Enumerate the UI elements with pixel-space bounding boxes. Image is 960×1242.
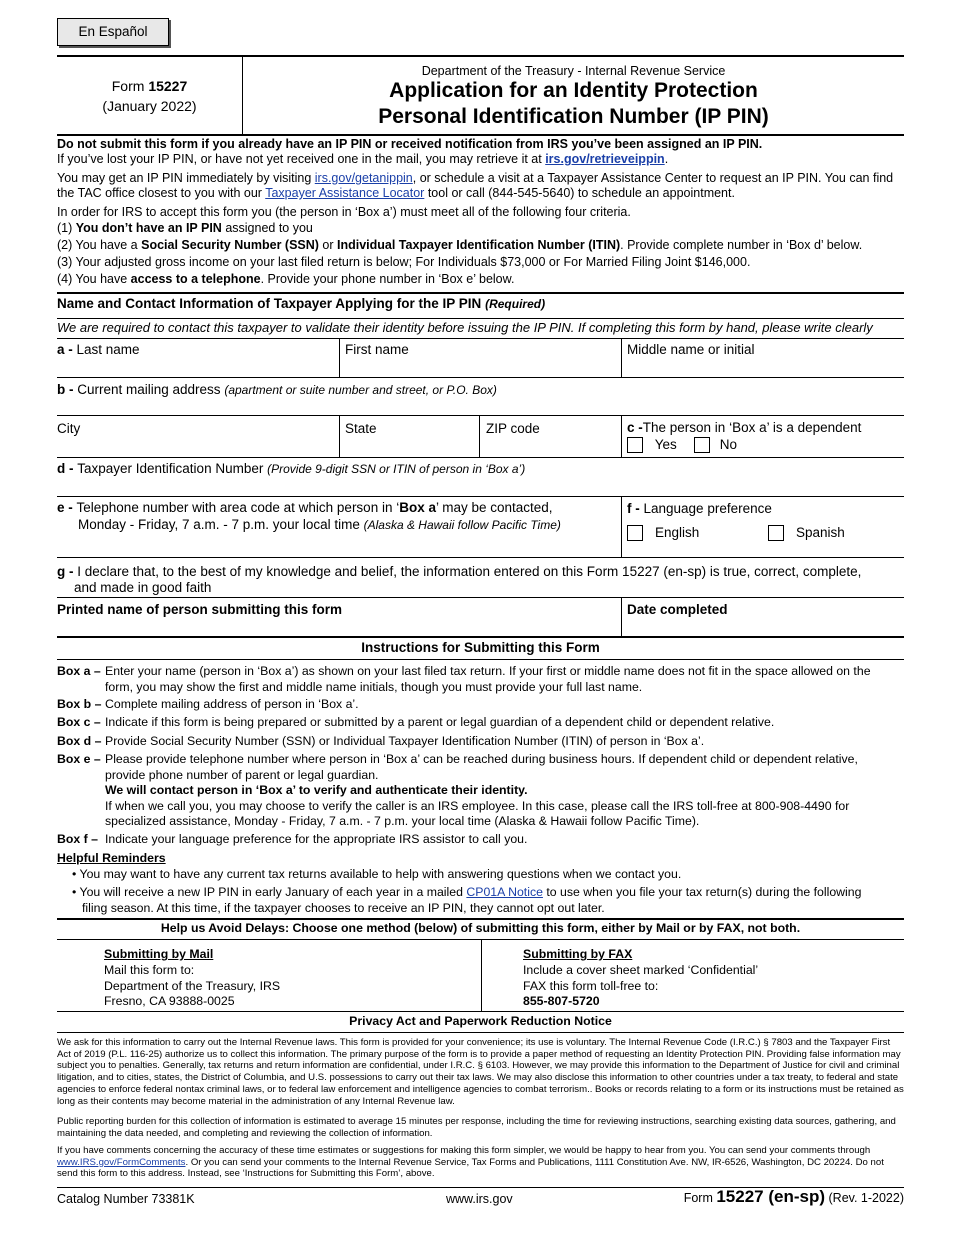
dependent-yes-option[interactable] [627,437,677,453]
box-e-key: e - [57,500,77,515]
instr-box-e-key: Box e – [57,752,101,766]
instr-box-c-key: Box c – [57,715,101,729]
catalog-number: Catalog Number 73381K [57,1192,195,1206]
criterion-2 [57,238,862,252]
c1-post: assigned to you [221,221,313,235]
privacy-paragraph-2: Public reporting burden for this collection of information is estimated to average 15 minutes per response, including the time for reviewing instructions, searching existing data sources, gathering, and maintaining the data needed, and completing and reviewing the collection of information. [57,1116,896,1139]
box-b-key: b - [57,382,78,397]
instr-box-f [57,832,527,848]
instr-box-a-key: Box a – [57,664,101,678]
get-ippin-link[interactable]: irs.gov/getanippin [314,171,413,185]
instr-box-e-2: provide phone number of parent or legal guardian. [105,767,379,782]
form-number-block [57,78,242,94]
retrieve-ippin-link[interactable]: irs.gov/retrieveippin [545,152,665,166]
fax-title: Submitting by FAX [523,947,633,961]
c4-post: . Provide your phone number in ‘Box e’ below. [260,272,515,286]
middle-name-field[interactable]: Middle name or initial [627,342,755,357]
helpful-reminders-title: Helpful Reminders [57,851,166,865]
intro-get-text: You may get an IP PIN immediately by visiting [57,171,315,185]
box-e-post: ’ may be contacted, [435,500,553,515]
mail-line-3: Fresno, CA 93888-0025 [104,994,235,1008]
criterion-1 [57,221,313,235]
footer-revision: (Rev. 1-2022) [828,1191,904,1205]
intro-warning: Do not submit this form if you already have an IP PIN or received notification from IRS you’ve been assigned an IP PIN. [57,137,763,151]
footer-form-word: Form [683,1191,713,1205]
mail-line-1: Mail this form to: [104,963,195,977]
c2-post: . Provide complete number in ‘Box d’ below. [620,238,863,252]
instr-box-e [57,752,904,830]
box-e-line2: Monday - Friday, 7 a.m. - 7 p.m. your local time [78,517,360,532]
footer-form-number: 15227 (en-sp) [716,1187,826,1206]
instr-box-e-4: If when we call you, you may choose to verify the caller is an IRS employee. In this case, please call the IRS toll-free at 800-908-4490 for [105,798,850,813]
form-word: Form [111,78,145,94]
instr-box-a [57,664,904,695]
dependent-no-option[interactable] [694,437,737,453]
intro-lost-pin [57,152,668,166]
box-g-line2: and made in good faith [74,580,212,595]
c2-bold2: Individual Taxpayer Identification Number (ITIN) [337,238,621,252]
instr-box-a-1: Enter your name (person in ‘Box a’) as shown on your last filed tax return. If your first or middle name does not fit in the space allowed on the [105,664,871,678]
spanish-option[interactable] [768,525,845,541]
box-f-key: f - [627,501,644,516]
city-field[interactable]: City [57,421,81,436]
c2-pre: (2) You have a [57,238,142,252]
no-label: No [719,437,738,452]
mail-title: Submitting by Mail [104,947,214,961]
intro-tac-text: the TAC office closest to you with our [57,186,266,200]
box-e-bold: Box a [399,500,436,515]
intro-get-post: , or schedule a visit at a Taxpayer Assistance Center to request an IP PIN. You can find [412,171,894,185]
agency-name: Department of the Treasury - Internal Revenue Service [421,64,726,78]
privacy-paragraph-3 [57,1145,904,1180]
box-d-tin[interactable] [57,461,525,476]
box-c-key: c - [627,420,643,435]
privacy-p3-post: . Or you can send your comments to the Internal Revenue Service, Tax Forms and Publications, 1111 Constitution Ave. NW, IR-6526, Washington, DC 20224. Do not send this form to this address. Instead, see ‘Instructions for Submitting this Form’, above. [57,1156,884,1180]
cp01a-notice-link[interactable]: CP01A Notice [466,885,543,899]
c4-pre: (4) You have [57,272,131,286]
box-d-key: d - [57,461,78,476]
first-name-field[interactable]: First name [345,342,409,357]
fax-line-1: Include a cover sheet marked ‘Confidential’ [523,963,759,977]
english-label: English [655,525,700,540]
reminder-2-line2: filing season. At this time, if the taxpayer chooses to receive an IP PIN, they cannot opt out later. [82,900,605,915]
form-title-line1: Application for an Identity Protection [389,79,758,102]
no-checkbox[interactable] [694,437,710,453]
section-note: We are required to contact this taxpayer to validate their identity before issuing the IP PIN. If completing this form by hand, please write clearly [57,320,873,335]
box-f-label: Language preference [643,501,772,516]
box-g-key: g - [57,564,78,579]
intro-tac [57,186,735,200]
fax-number: 855-807-5720 [523,994,600,1008]
yes-label: Yes [654,437,677,452]
section-title-text: Name and Contact Information of Taxpayer Applying for the IP PIN [57,296,482,311]
instr-box-e-3: We will contact person in ‘Box a’ to verify and authenticate their identity. [105,783,528,797]
zip-field[interactable]: ZIP code [486,421,540,436]
instructions-title: Instructions for Submitting this Form [361,640,600,655]
privacy-paragraph-1: We ask for this information to carry out the Internal Revenue laws. This form is provided for your convenience; its use is voluntary. The Internal Revenue Code (I.R.C.) § 7803 and the Taxpayer First Act of 2019 (P.L. 116-25) authorize us to collect this information. The primary purpose of the form is to provide a paper method of requesting an Identity Protection PIN. Providing false information may subject you to penalties. Generally, tax returns and return information are confidential, under I.R.C. § 6103. However, we may provide this information to the Department of Justice for civil and criminal litigation, and to cities, states, the District of Columbia, and U.S. possessions to carry out their tax laws. We may also disclose this information to other countries under a tax treaty, to federal and state agencies to enforce federal nontax criminal laws, or to federal law enforcement and intelligence agencies to combat terrorism.. Books or records relating to a form or its instructions must be retained as long as their contents may become material in the administration of any Internal Revenue law. [57,1037,904,1107]
box-b-label: Current mailing address [77,382,221,397]
state-field[interactable]: State [345,421,377,436]
section-title [57,296,545,311]
instr-box-b-key: Box b – [57,697,102,711]
privacy-p3-pre: If you have comments concerning the accuracy of these time estimates or suggestions for making this form simpler, we would be happy to hear from you. You can send your comments through [57,1145,871,1156]
box-e-note: (Alaska & Hawaii follow Pacific Time) [363,518,561,532]
intro-lost-text: If you’ve lost your IP PIN, or have not yet received one in the mail, you may retrieve it at [57,152,546,166]
instr-box-d-text: Provide Social Security Number (SSN) or Individual Taxpayer Identification Number (ITIN) of person in ‘Box a’. [105,734,705,748]
reminder-2-pre: • You will receive a new IP PIN in early January of each year in a mailed [72,885,467,899]
criterion-3: (3) Your adjusted gross income on your last filed return is below; For Individuals $73,000 or For Married Filing Joint $146,000. [57,255,751,269]
section-required: (Required) [485,297,546,311]
fax-line-2: FAX this form toll-free to: [523,979,659,993]
instr-box-e-5: specialized assistance, Monday - Friday, 7 a.m. - 7 p.m. your local time (Alaska & Hawaii follow Pacific Time). [105,814,700,828]
box-e-pre: Telephone number with area code at which person in ‘ [76,500,400,515]
english-option[interactable] [627,525,699,541]
box-e-telephone[interactable] [57,500,553,515]
reminder-2-post: to use when you file your tax return(s) during the following [542,885,862,899]
box-a-key: a - [57,342,77,357]
instr-box-d [57,734,704,750]
box-c-dependent [627,420,861,435]
privacy-title: Privacy Act and Paperwork Reduction Notice [349,1014,612,1028]
taxpayer-assistance-locator-link[interactable]: Taxpayer Assistance Locator [265,186,425,200]
intro-lost-post: . [664,152,669,166]
reminder-1: • You may want to have any current tax returns available to help with answering questions when we contact you. [72,867,682,881]
c1-bold: You don’t have an IP PIN [75,221,222,235]
c2-mid: or [318,238,337,252]
box-c-label: The person in ‘Box a’ is a dependent [642,420,862,435]
footer-form-id [684,1187,904,1207]
box-a-last-name[interactable] [57,342,140,357]
c4-bold: access to a telephone [130,272,261,286]
form-number: 15227 [148,78,188,94]
yes-checkbox[interactable] [627,437,643,453]
box-g-line1: I declare that, to the best of my knowledge and belief, the information entered on this Form 15227 (en-sp) is true, correct, complete, [77,564,862,579]
reminder-2 [72,885,904,916]
criterion-4 [57,272,514,286]
box-d-label: Taxpayer Identification Number [77,461,264,476]
irs-website: www.irs.gov [446,1192,513,1206]
instr-box-b [57,697,359,713]
box-a-label: Last name [76,342,140,357]
instr-box-f-key: Box f – [57,832,98,846]
box-b-address[interactable] [57,382,497,397]
instr-box-c-text: Indicate if this form is being prepared or submitted by a parent or legal guardian of a dependent child or dependent relative. [105,715,775,729]
form-title-line2: Personal Identification Number (IP PIN) [378,105,769,128]
instr-box-f-text: Indicate your language preference for the appropriate IRS assistor to call you. [105,832,528,846]
instr-box-c [57,715,774,731]
revision-date: (January 2022) [102,98,197,114]
instr-box-b-text: Complete mailing address of person in ‘Box a’. [105,697,359,711]
submit-banner: Help us Avoid Delays: Choose one method (below) of submitting this form, either by Mail or by FAX, not both. [160,921,801,935]
form-comments-link[interactable]: www.IRS.gov/FormComments [57,1156,186,1168]
english-checkbox[interactable] [627,525,643,541]
criteria-intro: In order for IRS to accept this form you (the person in ‘Box a’) must meet all of the following four criteria. [57,205,631,219]
date-completed-field[interactable]: Date completed [627,602,728,617]
instr-box-d-key: Box d – [57,734,102,748]
spanish-label: Spanish [796,525,845,540]
box-d-note: (Provide 9-digit SSN or ITIN of person in ‘Box a’) [267,462,526,476]
box-e-hours [78,517,561,532]
intro-get-pin [57,171,893,185]
box-b-note: (apartment or suite number and street, or P.O. Box) [224,383,497,397]
c2-bold1: Social Security Number (SSN) [141,238,319,252]
intro-tac-post: tool or call (844-545-5640) to schedule an appointment. [424,186,735,200]
printed-name-field[interactable]: Printed name of person submitting this form [57,602,343,617]
c1-pre: (1) [57,221,76,235]
instr-box-a-2: form, you may show the first and middle name initials, though you must provide your full last name. [105,679,643,694]
mail-line-2: Department of the Treasury, IRS [104,979,281,993]
box-g-declaration [57,564,861,579]
instr-box-e-1: Please provide telephone number where person in ‘Box a’ can be reached during business hours. If dependent child or dependent relative, [105,752,858,766]
language-toggle-button[interactable]: En Español [57,18,169,46]
spanish-checkbox[interactable] [768,525,784,541]
box-f-language [627,501,772,516]
